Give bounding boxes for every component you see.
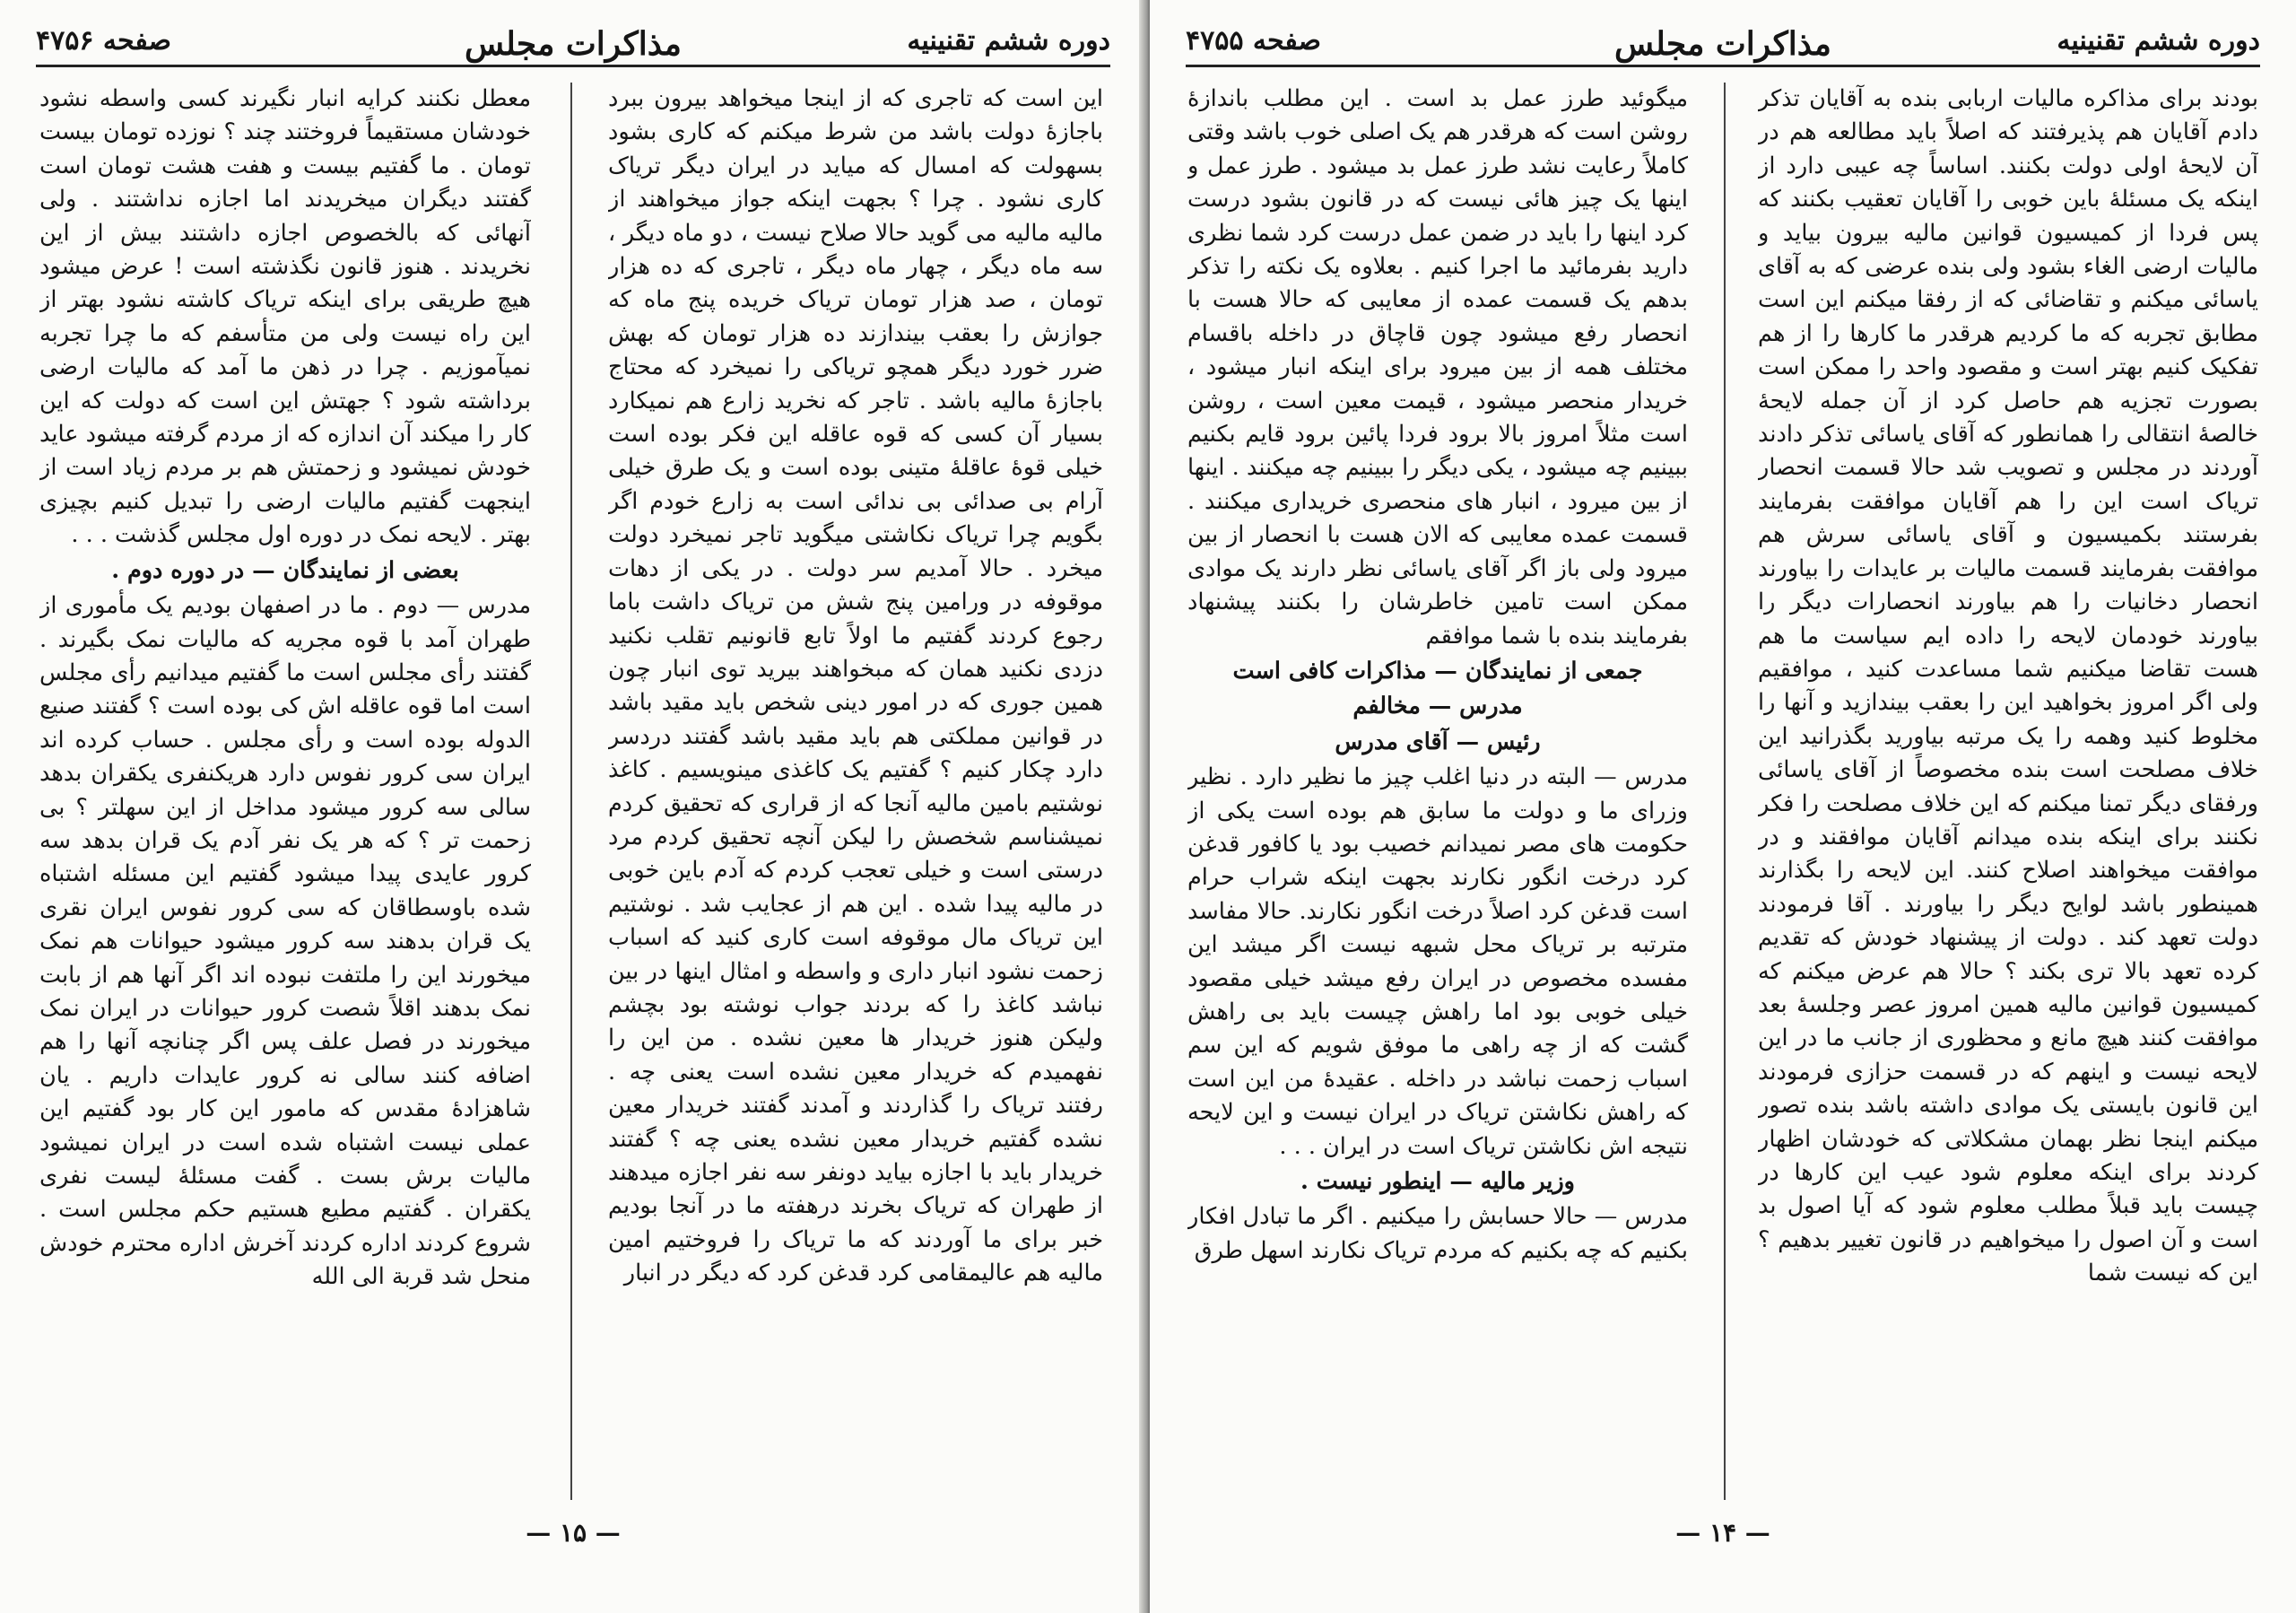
- speaker-line: بعضی از نمایندگان — در دوره دوم .: [111, 556, 459, 584]
- paragraph: این است که تاجری که از اینجا میخواهد بیرون ببرد باجازهٔ دولت باشد من شرط میکنم که کاری بشود بسهولت که امسال که میاید در ایران دیگر تریاک کاری نشود . چرا ؟ بجهت اینکه جواز میخواهند از مالیه مالیه می گوید حالا صلاح نیست ، دو ماه دیگر ، سه ماه دیگر ، چهار ماه دیگر ، تاجری که ده هزار تومان ، صد هزار تومان تریاک خریده پنج ماه که جوازش را بعقب بیندازند ده هزار تومان که بهش ضرر خورد دیگر همچو تریاکی را نمیخرد که محتاج باجازهٔ مالیه باشد . تاجر که نخرید زارع هم نمیکارد بسیار آن کسی که قوه عاقله این فکر بوده است خیلی قوهٔ عاقلهٔ متینی بوده است و یک طرق خیلی آرام بی صدائی بی ندائی است به زارع خودم اگر بگویم چرا تریاک نکاشتی میگوید تاجر نمیخرد دولت میخرد . حالا آمدیم سر دولت . در یکی از دهات موقوفه در ورامین پنج شش من تریاک داشت باما رجوع کردند گفتیم ما اولاً تابع قانونیم تقلب نکنید دزدی نکنید همان که مبخواهند بیرید توی انبار چون همین جوری که در امور دینی شخص باید مقید باشد در قوانین مملکتی هم باید مقید باشد گفتند دردسر دارد چکار کنیم ؟ گفتیم یک کاغذی مینویسیم . کاغذ نوشتیم بامین مالیه آنجا که از قراری که تحقیق کردم نمیشناسم شخصش را لیکن آنچه تحقیق کردم مرد درستی است و خیلی تعجب کردم که آدم باین خوبی در مالیه پیدا شده . این هم از عجایب شد . نوشتیم این تریاک مال موقوفه است کاری کنید که اسباب زحمت نشود انبار داری و واسطه و امثال اینها در بین نباشد کاغذ را که بردند جواب نوشته بود بچشم ولیکن هنوز خریدار ها معین نشده . من این را نفهمیدم که خریدار معین نشده است یعنی چه . رفتند تریاک را گذاردند و آمدند گفتند خریدار معین نشده گفتیم خریدار معین نشده یعنی چه ؟ گفتند خریدار باید با اجازه بیاید دونفر سه نفر اجازه میدهند از طهران که تریاک بخرند درهفته ما در آنجا بودیم خبر برای ما آوردند که ما تریاک را فروختیم امین مالیه هم عالیمقامی کرد قدغن کرد که دیگر در انبار: [608, 85, 1103, 1287]
- session-label: دوره ششم تقنینیه: [907, 25, 1110, 57]
- column-divider: [1724, 83, 1726, 1500]
- speaker-line: مدرس — مخالفم: [1352, 693, 1523, 720]
- session-label: دوره ششم تقنینیه: [2057, 25, 2260, 57]
- speaker-line: وزیر مالیه — اینطور نیست .: [1300, 1168, 1575, 1195]
- page-header: [36, 25, 1110, 66]
- page-header: [1186, 25, 2260, 66]
- speaker-line: رئیس — آقای مدرس: [1335, 728, 1541, 755]
- publication-title: مذاکرات مجلس: [465, 25, 682, 63]
- page-number: صفحه ۴۷۵۶: [36, 25, 171, 57]
- publication-title: مذاکرات مجلس: [1614, 25, 1831, 63]
- paragraph: مدرس — البته در دنیا اغلب چیز ما نظیر دارد . نظیر وزرای ما و دولت ما سابق هم بوده است یکی از حکومت های مصر نمیدانم خصیب بود یا کافور قدغن کرد درخت انگور نکارند بجهت اینکه شراب حرام است قدغن کرد اصلاً درخت انگور نکارند. حالا مفاسد مترتبه بر تریاک محل شبهه نیست اگر میشد این مفسده مخصوص در ایران رفع میشد خیلی مقصود خیلی خوبی بود اما راهش چیست باید بی راهش گشت که از چه راهی ما موفق شویم که این سم اسباب زحمت نباشد در داخله . عقیدهٔ من این است که راهش نکاشتن تریاک در ایران نیست و این لایحه نتیجه اش نکاشتن تریاک است در ایران . . .: [1187, 763, 1688, 1160]
- text-column-left: [39, 83, 531, 1500]
- paragraph: مدرس — دوم . ما در اصفهان بودیم یک مأموری از طهران آمد با قوه مجریه که مالیات نمک بگیرند . گفتند رأی مجلس است ما گفتیم میدانیم رأی مجلس است اما قوه عاقله اش کی بوده است ؟ گفتند صنیع الدوله بوده است و رأی مجلس . حساب کرده اند ایران سی کرور نفوس دارد هریکنفری یکقران بدهد سالی سه کرور میشود مداخل از این سهلتر ؟ بی زحمت تر ؟ که هر یک نفر آدم یک قران بدهد سه کرور عایدی پیدا میشود گفتیم این مسئله اشتباه شده باوسطاقان که سی کرور نفوس ایران نقری یک قران بدهند سه کرور میشود حیوانات هم نمک میخورند این را ملتفت نبوده اند اگر آنها هم از بابت نمک بدهند اقلاً شصت کرور حیوانات در ایران نمک میخورند در فصل علف پس اگر چنانچه آنها را هم اضافه کنند سالی نه کرور عایدات داریم . یان شاهزادهٔ مقدس که مامور این کار بود گفتیم این عملی نیست اشتباه شده است در ایران نمیشود مالیات برش بست . گفت مسئلهٔ لیست نفری یکقران . گفتیم مطیع هستیم حکم مجلس است . شروع کردند اداره کردند آخرش اداره محترم خودش منحل شد قربة الی الله: [39, 592, 531, 1291]
- left-page: [0, 0, 1146, 1613]
- page-number: صفحه ۴۷۵۵: [1186, 25, 1321, 57]
- folio-number: — ۱۴ —: [1675, 1518, 1770, 1548]
- text-column-right: [1758, 83, 2258, 1500]
- text-column-left: [1187, 83, 1688, 1500]
- paragraph: مدرس — حالا حسابش را میکنیم . اگر ما تبادل افکار بکنیم که چه بکنیم که مردم تریاک نکارند اسهل طرق: [1187, 1203, 1688, 1264]
- header-rule: [1186, 65, 2260, 67]
- folio-number: — ۱۵ —: [526, 1518, 621, 1548]
- paragraph: معطل نکنند کرایه انبار نگیرند کسی واسطه نشود خودشان مستقیماً فروختند چند ؟ نوزده تومان بیست تومان . ما گفتیم بیست و هفت هشت تومان است گفتند دیگران میخریدند اما اجازه نداشتند . ولی آنهائی که بالخصوص اجازه داشتند بیش از این نخریدند . هنوز قانون نگذشته است ! عرض میشود هیچ طریقی برای اینکه تریاک کاشته نشود بهتر از این راه نیست ولی من متأسفم که ما چرا تجربه نمیآموزیم . چرا در ذهن ما آمد که مالیات ارضی برداشته شود ؟ جهتش این است که دولت که این کار را میکند آن اندازه که از مردم گرفته میشود عاید خودش نمیشود و زحمتش هم بر مردم زیاد است از اینجهت گفتیم مالیات ارضی را تبدیل کنیم بچیزی بهتر . لایحه نمک در دوره اول مجلس گذشت . . .: [39, 85, 531, 549]
- speaker-line: جمعی از نمایندگان — مذاکرات کافی است: [1232, 657, 1643, 684]
- header-rule: [36, 65, 1110, 67]
- paragraph: میگوئید طرز عمل بد است . این مطلب باندازهٔ روشن است که هرقدر هم یک اصلی خوب باشد وقتی کاملاً رعایت نشد طرز عمل بد میشود . طرز عمل و اینها یک چیز هائی نیست که در قانون بشود درست کرد اینها را باید در ضمن عمل درست کرد شما نظری دارید بفرمائید ما اجرا کنیم . بعلاوه یک نکته را تذکر بدهم یک قسمت عمده از معایبی که حالا هست با انحصار رفع میشود چون قاچاق در داخله باقسام مختلف همه از بین میرود برای اینکه انبار میشود ، خریدار منحصر میشود ، قیمت معین است ، روشن است مثلاً امروز بالا برود فردا پائین برود قایم بکنیم ببینیم چه میشود ، یکی دیگر را ببینیم چه میکنند . اینها از بین میرود ، انبار های منحصری خریداری میکنند . قسمت عمده معایبی که الان هست با انحصار از بین میرود ولی باز اگر آقای یاسائی نظر دارند یک موادی ممکن است تامین خاطرشان را بکنند پیشنهاد بفرمایند بنده با شما موافقم: [1187, 85, 1688, 650]
- right-page: [1150, 0, 2296, 1613]
- column-divider: [570, 83, 572, 1500]
- text-column-right: [608, 83, 1103, 1500]
- paragraph: بودند برای مذاکره مالیات اربابی بنده به آقایان تذکر دادم آقایان هم پذیرفتند که اصلاً باید مطالعه هم در آن لایحهٔ اولی دولت بکنند. اساساً چه عیبی دارد از اینکه یک مسئلهٔ باین خوبی را آقایان تعقیب بکنند که پس فردا از کمیسیون قوانین مالیه بیرون بیاید و مالیات ارضی الغاء بشود ولی بنده عرضی که به آقای یاسائی میکنم و تقاضائی که از رفقا میکنم این است مطابق تجربه که ما کردیم هرقدر ما کارها را از هم تفکیک کنیم بهتر است و مقصود واحد را ممکن است بصورت تجزیه هم حاصل کرد از آن جمله لایحهٔ خالصهٔ انتقالی را همانطور که آقای یاسائی تذکر دادند آوردند در مجلس و تصویب شد حالا قسمت انحصار تریاک است این را هم آقایان موافقت بفرمایند بفرستند بکمیسیون و آقای یاسائی سرش هم موافقت بفرمایند قسمت مالیات بر عایدات را بیاورند انحصار دخانیات را هم بیاورند انحصارات دیگر را بیاورند خودمان لایحه را داده ایم سیاست ما هم هست تقاضا میکنیم شما مساعدت کنید ، موافقیم ولی اگر امروز بخواهید این را بعقب بیندازید و آنها را مخلوط کنید وهمه را یک مرتبه بیاورید بگذرانید این خلاف مصلحت است بنده مخصوصاً از آقای یاسائی ورفقای دیگر تمنا میکنم که این خلاف مصلحت را فکر نکنند برای اینکه بنده میدانم آقایان موافقند و در موافقت میخواهند اصلاح کنند. این لایحه را بگذارند همینطور باشد لوایح دیگر را بیاورند . آقا فرمودند دولت تعهد کند . دولت از پیشنهاد خودش که تقدیم کرده تعهد بالا تری بکند ؟ حالا هم عرض میکنم که کمیسیون قوانین مالیه همین امروز عصر وجلسهٔ بعد موافقت کنند هیچ مانع و محظوری از جانب ما در این لایحه نیست و اینهم که در قسمت حزازی فرمودند این قانون بایستی یک موادی داشته باشد بنده تصور میکنم اینجا نظر بهمان مشکلاتی که خودشان اظهار کردند برای اینکه معلوم شود عیب این کارها در چیست باید قبلاً مطلب معلوم شود که آیا اصول بد است و آن اصول را میخواهیم در قانون تغییر بدهیم ؟ این که نیست شما: [1758, 85, 2258, 1287]
